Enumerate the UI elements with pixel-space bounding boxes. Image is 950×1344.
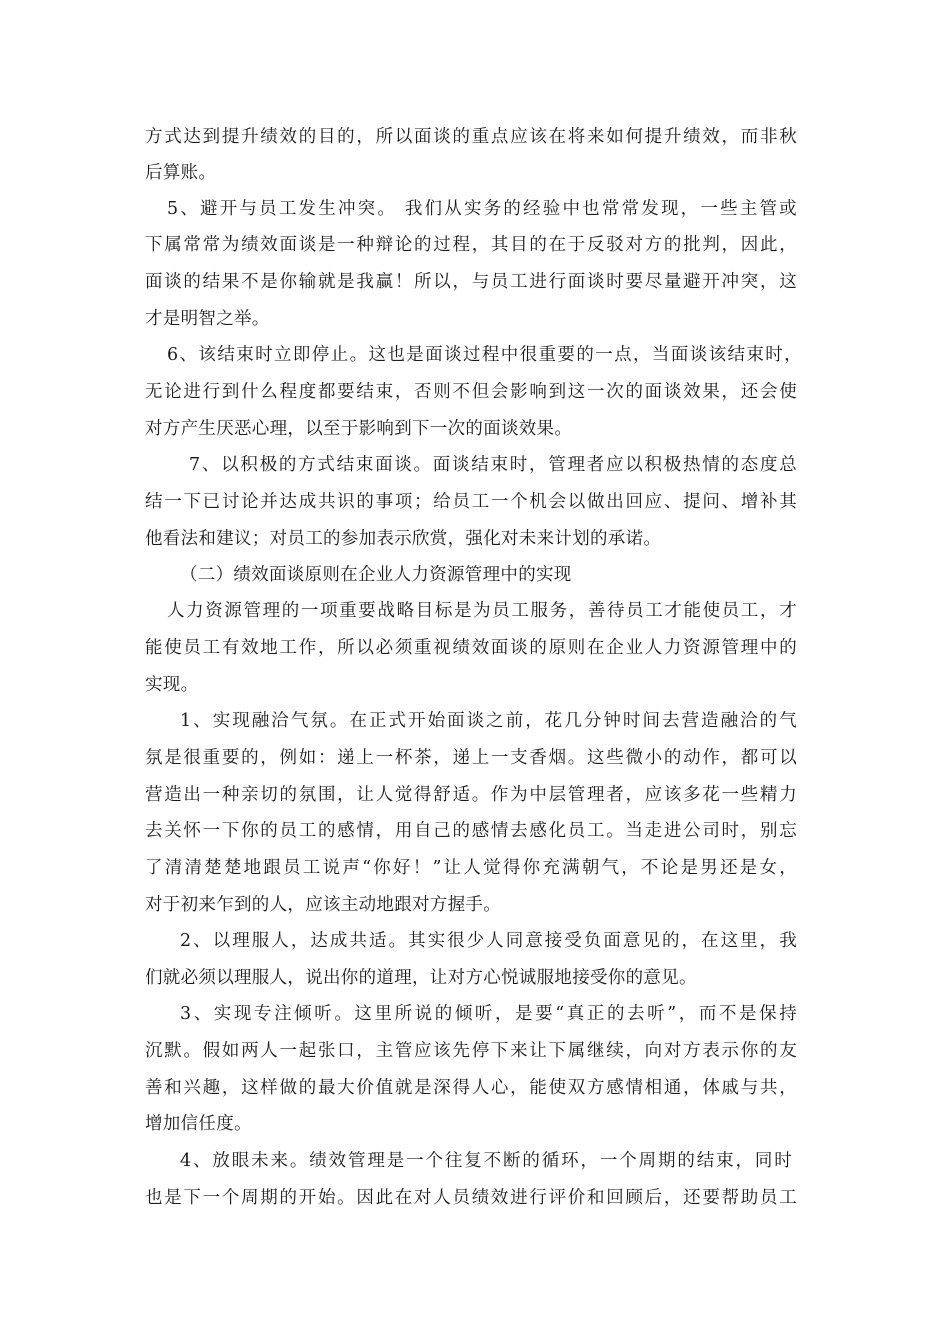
- text-line: 对于初来乍到的人，应该主动地跟对方握手。: [145, 895, 501, 915]
- text-line: 结一下已讨论并达成共识的事项；给员工一个机会以做出回应、提问、增补其: [145, 492, 797, 512]
- text-line: 方式达到提升绩效的目的，所以面谈的重点应该在将来如何提升绩效，而非秋: [145, 127, 797, 147]
- text-line: 善和兴趣，这样做的最大价值就是深得人心，能使双方感情相通，体戚与共，: [145, 1078, 797, 1098]
- text-line: 了清清楚楚地跟员工说声“你好！”让人觉得你充满朝气，不论是男还是女，: [145, 858, 797, 878]
- text-line: 实现。: [145, 675, 199, 695]
- text-line: 营造出一种亲切的氛围，让人觉得舒适。作为中层管理者，应该多花一些精力: [145, 785, 797, 805]
- text-line: 6、该结束时立即停止。这也是面谈过程中很重要的一点，当面谈该结束时，: [167, 345, 802, 365]
- text-line: 4、放眼未来。绩效管理是一个往复不断的循环，一个周期的结束，同时: [180, 1151, 792, 1171]
- text-line: 们就必须以理服人，说出你的道理，让对方心悦诚服地接受你的意见。: [145, 968, 697, 988]
- text-line: 沉默。假如两人一起张口，主管应该先停下来让下属继续，向对方表示你的友: [145, 1041, 797, 1061]
- text-line: 3、实现专注倾听。这里所说的倾听，是要“真正的去听”，而不是保持: [180, 1004, 797, 1024]
- text-line: 对方产生厌恶心理，以至于影响到下一次的面谈效果。: [145, 419, 573, 439]
- text-line: 能使员工有效地工作，所以必须重视绩效面谈的原则在企业人力资源管理中的: [145, 638, 797, 658]
- text-line: 才是明智之举。: [145, 309, 270, 329]
- text-line: 无论进行到什么程度都要结束，否则不但会影响到这一次的面谈效果，还会使: [145, 382, 797, 402]
- text-line: 5、避开与员工发生冲突。 我们从实务的经验中也常常发现，一些主管或: [167, 199, 797, 219]
- text-line: 增加信任度。: [145, 1114, 252, 1134]
- section-heading: （二）绩效面谈原则在企业人力资源管理中的实现: [180, 565, 572, 585]
- text-line: 7、以积极的方式结束面谈。面谈结束时，管理者应以积极热情的态度总: [189, 455, 797, 475]
- text-line: 面谈的结果不是你输就是我赢！所以，与员工进行面谈时要尽量避开冲突，这: [145, 272, 797, 292]
- text-line: 下属常常为绩效面谈是一种辩论的过程，其目的在于反驳对方的批判，因此，: [145, 235, 797, 255]
- text-line: 氛是很重要的，例如：递上一杯茶，递上一支香烟。这些微小的动作，都可以: [145, 748, 797, 768]
- text-line: 1、实现融洽气氛。在正式开始面谈之前，花几分钟时间去营造融洽的气: [180, 711, 797, 731]
- text-line: 也是下一个周期的开始。因此在对人员绩效进行评价和回顾后，还要帮助员工: [145, 1188, 797, 1208]
- text-line: 后算账。: [145, 163, 217, 183]
- text-line: 人力资源管理的一项重要战略目标是为员工服务，善待员工才能使员工，才: [167, 601, 797, 621]
- text-line: 他看法和建议；对员工的参加表示欣赏，强化对未来计划的承诺。: [145, 529, 662, 549]
- text-line: 2、以理服人，达成共适。其实很少人同意接受负面意见的，在这里，我: [180, 931, 797, 951]
- text-line: 去关怀一下你的员工的感情，用自己的感情去感化员工。当走进公司时，别忘: [145, 821, 797, 841]
